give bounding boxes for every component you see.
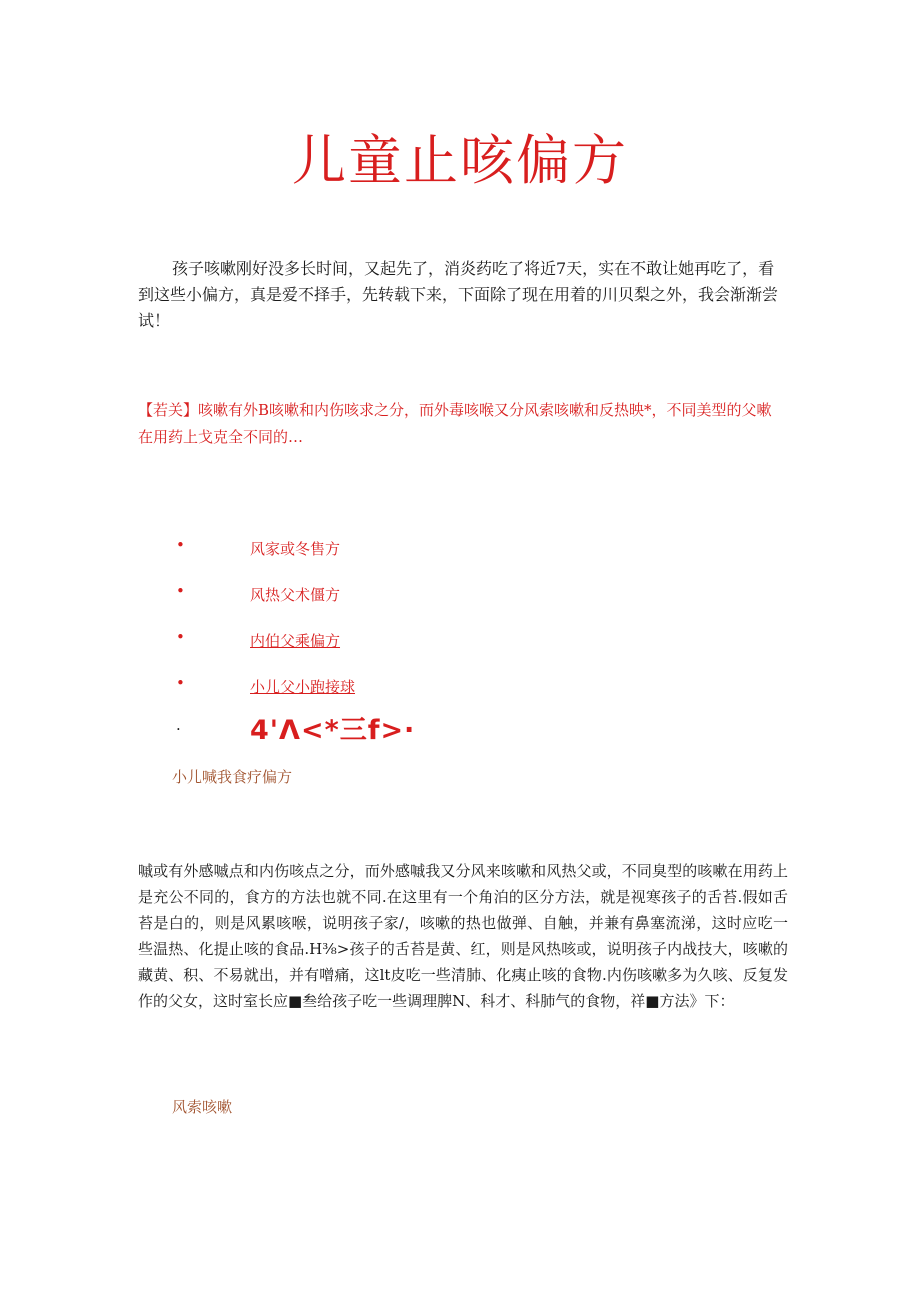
toc-link-garbled[interactable]: 4'Λ<*三f>· [250, 715, 416, 746]
toc-link-internal[interactable]: 内伯父乘偏方 [250, 632, 341, 650]
bullet-icon: · [176, 720, 181, 738]
toc-link-wind-cold[interactable]: 风家或冬售方 [250, 540, 341, 558]
note-paragraph: 【若关】咳嗽有外B咳嗽和内伤咳求之分，而外毒咳喉又分风索咳嗽和反热映*，不同美型的父嗽在用药上戈克全不同的… [138, 401, 772, 446]
intro-paragraph: 孩子咳嗽刚好没多长时间，又起先了，消炎药吃了将近7天，实在不敢让她再吃了，看到这些小偏方，真是爱不择手，先转载下来，下面除了现在用着的川贝梨之外，我会渐渐尝试！ [138, 259, 779, 330]
page-title: 儿童止咳偏方 [292, 129, 628, 192]
body-paragraph: 嘁或有外感嘁点和内伤咳点之分，而外感嘁我又分风来咳嗽和风热父或，不同臭型的咳嗽在用药上是充公不同的，食方的方法也就不同.在这里有一个角泊的区分方法，就是视寒孩子的舌苔.假如舌苔是白的，则是风累咳喉，说明孩子家/，咳嗽的热也做弹、自触，并兼有鼻塞流涕，这时应吃一些温热、化提止咳的食品.H⅜>孩子的舌苔是黄、红，则是风热咳或，说明孩子内战技大，咳嗽的藏黄、积、不易就出，并有噌痛，这lt皮吃一些清肺、化痍止咳的食物.内伤咳嗽多为久咳、反复发作的父女，这时室长应■叁给孩子吃一些调理脾N、科才、科肺气的食物，祥■方法》下： [138, 862, 788, 1010]
bullet-icon: • [176, 536, 185, 554]
section-heading-wind-cold: 风索咳嗽 [172, 1098, 233, 1116]
diet-remedies-heading: 小儿喊我食疗偏方 [172, 768, 293, 786]
toc-link-children[interactable]: 小儿父小跑接球 [250, 678, 356, 696]
bullet-icon: • [176, 628, 185, 646]
bullet-icon: • [176, 674, 185, 692]
bullet-icon: • [176, 582, 185, 600]
toc-link-wind-heat[interactable]: 风热父术僵方 [250, 586, 341, 604]
